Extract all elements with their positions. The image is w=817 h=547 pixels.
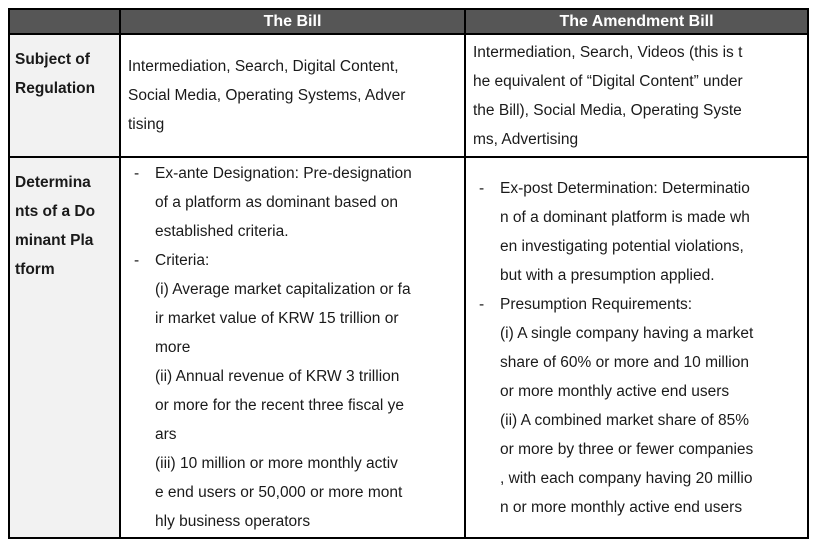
text-line: , with each company having 20 millio — [500, 469, 753, 487]
text-line: (ii) Annual revenue of KRW 3 trillion — [155, 368, 400, 385]
text-line: n or more monthly active end users — [500, 498, 743, 516]
text-line: or more for the recent three fiscal ye — [155, 397, 404, 414]
text-line: established criteria. — [155, 223, 289, 240]
text-line: Intermediation, Search, Videos (this is t — [473, 43, 743, 61]
bullet-marker: - — [134, 252, 140, 269]
text-line: Social Media, Operating Systems, Adver — [128, 87, 406, 104]
text-line: en investigating potential violations, — [500, 237, 744, 255]
bullet-item — [128, 246, 460, 536]
cell-amendment-determinants — [466, 158, 807, 537]
header-cell-the-bill: The Bill — [121, 10, 466, 35]
text-line: of a platform as dominant based on — [155, 194, 398, 211]
text-line: minant Pla — [15, 232, 94, 249]
text-line: nts of a Do — [15, 203, 96, 220]
text-line: n of a dominant platform is made wh — [500, 208, 750, 226]
text-line: e end users or 50,000 or more mont — [155, 484, 403, 501]
text-line: tform — [15, 261, 55, 278]
text-line: or more monthly active end users — [500, 382, 730, 400]
text-line: ir market value of KRW 15 trillion or — [155, 310, 399, 327]
text-line: (ii) A combined market share of 85% — [500, 411, 749, 429]
text-line: or more by three or fewer companies — [500, 440, 754, 458]
bullet-marker: - — [479, 179, 485, 197]
row-label-determinants-dominant-platform — [10, 158, 121, 537]
text-line: share of 60% or more and 10 million — [500, 353, 749, 371]
header-cell-amendment-bill: The Amendment Bill — [466, 10, 807, 35]
bullet-item — [473, 290, 803, 522]
text-line: Regulation — [15, 80, 96, 97]
bullet-item-lines — [155, 246, 460, 536]
text-line: more — [155, 339, 191, 356]
text-line: Criteria: — [155, 252, 210, 269]
text-line: he equivalent of “Digital Content” under — [473, 72, 743, 90]
text-line: the Bill), Social Media, Operating Syste — [473, 101, 742, 119]
text-line: (iii) 10 million or more monthly activ — [155, 455, 398, 472]
cell-bill-determinants — [121, 158, 466, 537]
text-line: but with a presumption applied. — [500, 266, 715, 284]
text-line: Presumption Requirements: — [500, 295, 693, 313]
text-line: (i) Average market capitalization or fa — [155, 281, 411, 298]
bullet-item — [473, 174, 803, 290]
text-line: tising — [128, 116, 165, 133]
text-line: Determina — [15, 174, 91, 191]
cell-amendment-subject — [466, 35, 807, 158]
text-line: Ex-ante Designation: Pre-designation — [155, 165, 412, 182]
row-label-subject-of-regulation — [10, 35, 121, 158]
text-line: Ex-post Determination: Determinatio — [500, 179, 750, 197]
text-line: ms, Advertising — [473, 130, 579, 148]
text-line: Subject of — [15, 51, 90, 68]
bullet-marker: - — [134, 165, 140, 182]
bullet-item-lines — [500, 174, 803, 290]
text-line: (i) A single company having a market — [500, 324, 754, 342]
bullet-item — [128, 159, 460, 246]
text-line: hly business operators — [155, 513, 311, 530]
bullet-item-lines — [500, 290, 803, 522]
comparison-table — [8, 8, 809, 539]
text-line: ars — [155, 426, 177, 443]
header-corner-cell — [10, 10, 121, 35]
text-line: Intermediation, Search, Digital Content, — [128, 58, 399, 75]
cell-bill-subject — [121, 35, 466, 158]
bullet-marker: - — [479, 295, 485, 313]
bullet-item-lines — [155, 159, 460, 246]
